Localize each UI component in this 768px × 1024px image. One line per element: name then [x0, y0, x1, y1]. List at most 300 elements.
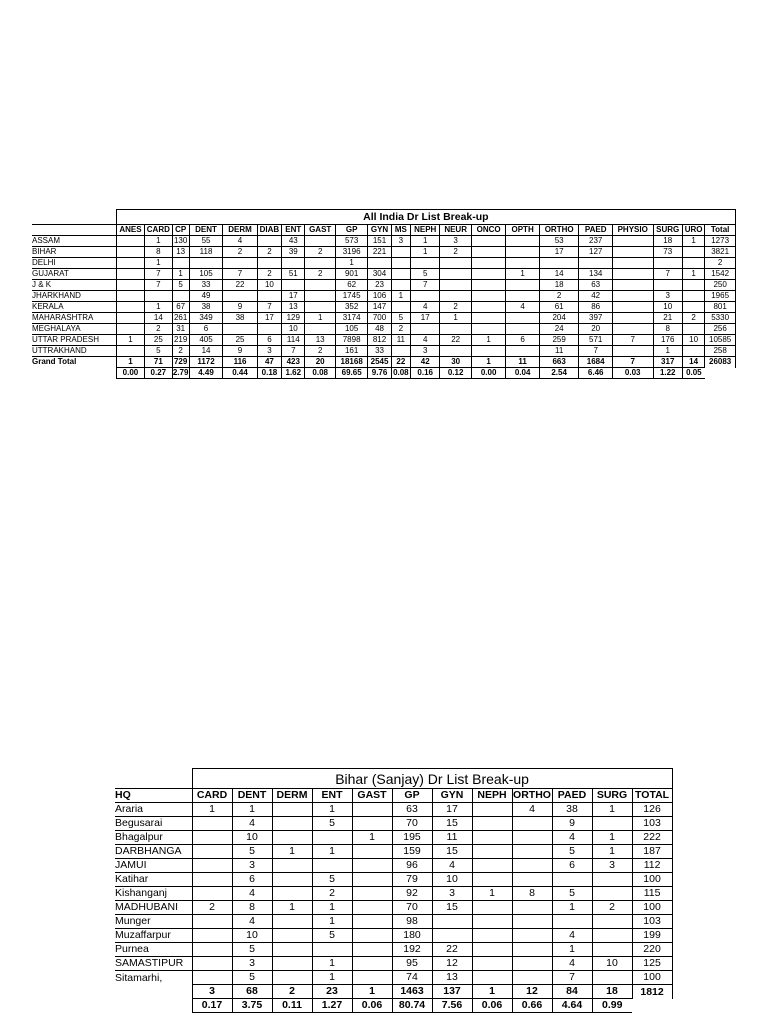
table-cell: 204	[539, 313, 579, 324]
table-cell	[506, 324, 539, 335]
column-header: MS	[391, 225, 410, 236]
table-cell: 10	[653, 302, 682, 313]
all-india-header-row	[32, 225, 736, 236]
table-cell	[352, 915, 392, 929]
table-cell	[411, 324, 440, 335]
grand-total-cell: 317	[653, 357, 682, 368]
table-cell	[552, 915, 592, 929]
table-row	[32, 236, 736, 247]
table-cell: 17	[282, 291, 305, 302]
table-cell: 4	[232, 915, 272, 929]
column-header: GAST	[352, 789, 392, 803]
table-cell: 43	[282, 236, 305, 247]
table-cell	[512, 901, 552, 915]
table-cell	[272, 831, 312, 845]
table-cell: 7	[579, 346, 612, 357]
table-cell: 112	[632, 859, 672, 873]
table-cell	[432, 929, 472, 943]
table-cell	[192, 831, 232, 845]
column-header: Total	[705, 225, 736, 236]
table-cell	[440, 269, 471, 280]
table-cell: 1	[411, 236, 440, 247]
percent-cell: 1.27	[312, 999, 352, 1013]
table-row	[32, 324, 736, 335]
table-cell	[471, 324, 506, 335]
table-cell: 70	[392, 817, 432, 831]
table-cell: 100	[632, 873, 672, 887]
percent-cell: 0.03	[612, 368, 653, 379]
hq-name: Katihar	[115, 873, 192, 887]
table-cell: 38	[223, 313, 258, 324]
table-cell	[506, 313, 539, 324]
column-header: ENT	[312, 789, 352, 803]
table-cell: 220	[632, 943, 672, 957]
table-row	[115, 957, 672, 971]
hq-name: Purnea	[115, 943, 192, 957]
table-cell: 3821	[705, 247, 736, 258]
table-row	[32, 258, 736, 269]
table-cell: 1	[145, 258, 172, 269]
table-cell	[682, 324, 704, 335]
grand-total-cell: 71	[145, 357, 172, 368]
column-header: ORTHO	[513, 789, 551, 802]
table-row	[115, 929, 672, 943]
table-cell: 5	[312, 817, 352, 831]
table-row	[115, 943, 672, 957]
table-cell	[352, 887, 392, 901]
table-cell: 17	[411, 313, 440, 324]
table-cell: 2	[172, 346, 189, 357]
table-cell: 126	[632, 803, 672, 817]
table-cell: 801	[705, 302, 736, 313]
table-cell: 7898	[335, 335, 367, 346]
table-cell: 48	[368, 324, 391, 335]
grand-total-cell: 116	[223, 357, 258, 368]
table-cell: 13	[282, 302, 305, 313]
table-cell: 237	[579, 236, 612, 247]
table-cell	[116, 291, 144, 302]
table-cell: 1	[312, 971, 352, 985]
table-cell	[116, 313, 144, 324]
table-cell: 258	[705, 346, 736, 357]
table-cell: 5	[411, 269, 440, 280]
table-cell	[192, 845, 232, 859]
table-cell: 7	[257, 302, 281, 313]
column-header: NEPH	[472, 789, 512, 803]
table-cell: 8	[145, 247, 172, 258]
table-cell	[305, 258, 335, 269]
table-cell	[440, 324, 471, 335]
percent-cell: 0.04	[506, 368, 539, 379]
table-cell: 125	[632, 957, 672, 971]
table-cell: 67	[172, 302, 189, 313]
table-cell	[145, 291, 172, 302]
column-header: PHYSIO	[612, 225, 653, 236]
grand-total-cell: 7	[612, 357, 653, 368]
table-cell: 95	[392, 957, 432, 971]
table-cell	[653, 280, 682, 291]
table-cell	[192, 817, 232, 831]
table-cell	[116, 258, 144, 269]
table-cell	[592, 943, 632, 957]
table-cell: 3	[411, 346, 440, 357]
grand-total-cell: 137	[432, 985, 472, 999]
table-cell	[472, 957, 512, 971]
table-cell: 63	[579, 280, 612, 291]
table-cell: 5330	[705, 313, 736, 324]
table-cell: 3	[653, 291, 682, 302]
table-cell	[352, 971, 392, 985]
grand-total-cell: 1463	[392, 985, 432, 999]
grand-total-cell: 2	[272, 985, 312, 999]
all-india-title: All India Dr List Break-up	[116, 210, 735, 225]
table-cell	[682, 302, 704, 313]
table-cell: 1	[145, 302, 172, 313]
state-name: KERALA	[32, 302, 116, 313]
percent-cell: 0.17	[192, 999, 232, 1013]
state-name: GUJARAT	[32, 269, 116, 280]
table-cell: 700	[368, 313, 391, 324]
table-cell	[192, 859, 232, 873]
table-row	[32, 346, 736, 357]
table-cell: 180	[392, 929, 432, 943]
grand-total-cell: 14	[682, 357, 704, 368]
grand-total-row	[115, 985, 672, 999]
grand-total-cell: 3	[192, 985, 232, 999]
table-cell: 397	[579, 313, 612, 324]
table-cell: 147	[368, 302, 391, 313]
percent-blank	[705, 368, 736, 379]
table-cell: 63	[392, 803, 432, 817]
table-cell	[440, 280, 471, 291]
table-cell	[116, 247, 144, 258]
column-header: URO	[682, 225, 704, 236]
table-cell: 1	[411, 247, 440, 258]
table-cell: 13	[172, 247, 189, 258]
table-cell: 250	[705, 280, 736, 291]
table-cell	[257, 258, 281, 269]
table-cell	[391, 258, 410, 269]
column-header: GYN	[432, 789, 472, 803]
table-cell: 10585	[705, 335, 736, 346]
table-cell	[471, 302, 506, 313]
table-cell: 13	[305, 335, 335, 346]
table-cell	[506, 291, 539, 302]
table-cell	[471, 291, 506, 302]
percent-cell: 0.99	[592, 999, 632, 1013]
table-cell: 4	[411, 335, 440, 346]
percent-cell: 0.06	[472, 999, 512, 1013]
table-cell	[192, 873, 232, 887]
table-cell	[305, 302, 335, 313]
state-name: BIHAR	[32, 247, 116, 258]
percent-cell: 2.54	[539, 368, 579, 379]
table-cell	[352, 803, 392, 817]
hq-name: Kishanganj	[115, 887, 192, 901]
table-row	[115, 873, 672, 887]
table-cell: 129	[282, 313, 305, 324]
table-cell: 5	[552, 887, 592, 901]
column-header: DERM	[223, 225, 258, 236]
bihar-corner	[115, 769, 192, 789]
grand-total-cell: 1	[116, 357, 144, 368]
column-header: ANES	[116, 225, 144, 236]
table-cell: 70	[392, 901, 432, 915]
table-cell: 25	[145, 335, 172, 346]
hq-name: Araria	[115, 803, 192, 817]
table-cell: 15	[432, 817, 472, 831]
table-cell	[472, 971, 512, 985]
all-india-table	[32, 209, 736, 379]
table-cell: 1	[592, 803, 632, 817]
grand-total-cell: 663	[539, 357, 579, 368]
table-cell: 96	[392, 859, 432, 873]
percent-cell: 0.44	[223, 368, 258, 379]
grand-total-cell: 20	[305, 357, 335, 368]
table-cell: 4	[512, 803, 552, 817]
percent-blank	[115, 999, 192, 1013]
column-header: OPTH	[506, 225, 539, 236]
table-cell: 5	[172, 280, 189, 291]
table-cell	[352, 943, 392, 957]
grand-total-cell: 423	[282, 357, 305, 368]
table-cell: 1	[312, 957, 352, 971]
table-cell	[272, 817, 312, 831]
table-cell: 4	[223, 236, 258, 247]
percent-blank	[32, 368, 116, 379]
table-cell	[472, 803, 512, 817]
table-cell	[472, 859, 512, 873]
table-cell: 2	[592, 901, 632, 915]
table-cell	[312, 859, 352, 873]
table-cell	[116, 324, 144, 335]
table-cell	[223, 258, 258, 269]
table-cell: 103	[632, 915, 672, 929]
table-cell: 6	[506, 335, 539, 346]
percent-cell: 0.05	[682, 368, 704, 379]
table-cell	[471, 313, 506, 324]
table-cell	[506, 346, 539, 357]
table-cell: 1	[272, 901, 312, 915]
state-name: MEGHALAYA	[32, 324, 116, 335]
table-cell: 5	[312, 873, 352, 887]
table-cell: 7	[653, 269, 682, 280]
table-cell: 10	[682, 335, 704, 346]
table-row	[115, 803, 672, 817]
table-cell: 9	[223, 302, 258, 313]
table-cell	[472, 943, 512, 957]
grand-total-cell: 47	[257, 357, 281, 368]
state-name: UTTAR PRADESH	[32, 335, 116, 346]
table-cell	[612, 313, 653, 324]
table-cell: 4	[506, 302, 539, 313]
table-cell	[512, 929, 552, 943]
table-cell	[506, 280, 539, 291]
percent-cell: 0.08	[393, 368, 409, 377]
table-cell: 1	[172, 269, 189, 280]
table-cell: 221	[368, 247, 391, 258]
column-header: CARD	[192, 789, 232, 803]
grand-total-cell: 2545	[368, 357, 391, 368]
table-cell: 7	[612, 335, 653, 346]
percent-cell: 0.16	[411, 368, 440, 379]
table-cell	[192, 929, 232, 943]
percent-cell: 0.66	[512, 999, 552, 1013]
table-cell	[552, 873, 592, 887]
table-cell: 10	[232, 929, 272, 943]
table-cell: 98	[392, 915, 432, 929]
percent-blank	[632, 999, 672, 1013]
percent-cell: 1.22	[653, 368, 682, 379]
table-cell: 7	[282, 346, 305, 357]
state-name: DELHI	[32, 258, 116, 269]
table-cell	[391, 346, 410, 357]
table-cell: 6	[232, 873, 272, 887]
table-cell: 23	[368, 280, 391, 291]
table-cell: 4	[411, 302, 440, 313]
table-cell	[471, 269, 506, 280]
table-cell	[440, 291, 471, 302]
table-cell: 7	[223, 269, 258, 280]
table-cell: 1965	[705, 291, 736, 302]
table-row	[115, 915, 672, 929]
table-row	[115, 817, 672, 831]
table-cell: 256	[705, 324, 736, 335]
table-cell: 5	[232, 943, 272, 957]
table-cell	[682, 291, 704, 302]
table-cell	[352, 845, 392, 859]
table-cell	[682, 346, 704, 357]
table-cell: 1	[312, 915, 352, 929]
table-cell: 62	[335, 280, 367, 291]
table-cell: 2	[257, 247, 281, 258]
table-cell: 105	[335, 324, 367, 335]
table-cell: 1273	[705, 236, 736, 247]
percent-cell: 9.76	[368, 368, 391, 379]
table-cell	[592, 915, 632, 929]
table-cell: 10	[592, 957, 632, 971]
table-cell: 405	[189, 335, 222, 346]
table-cell	[512, 817, 552, 831]
table-cell: 11	[539, 346, 579, 357]
column-header: TOTAL	[632, 789, 672, 803]
table-cell: 31	[172, 324, 189, 335]
table-cell: 53	[539, 236, 579, 247]
table-cell: 5	[232, 971, 272, 985]
table-cell	[391, 280, 410, 291]
table-cell: 42	[579, 291, 612, 302]
table-cell: 192	[392, 943, 432, 957]
table-cell: 1	[391, 291, 410, 302]
table-row	[115, 971, 672, 985]
table-cell: 5	[552, 845, 592, 859]
grand-total-cell: 42	[411, 357, 440, 368]
hq-name: MADHUBANI	[115, 901, 192, 915]
table-cell	[368, 258, 391, 269]
percent-cell: 0.11	[272, 999, 312, 1013]
grand-total-cell: 68	[232, 985, 272, 999]
table-cell	[272, 971, 312, 985]
table-cell: 1	[232, 803, 272, 817]
table-cell: 1	[312, 803, 352, 817]
table-cell: 2	[705, 258, 736, 269]
percent-cell: 0.08	[305, 368, 335, 379]
all-india-corner	[32, 210, 116, 225]
table-cell: 127	[579, 247, 612, 258]
table-cell	[352, 929, 392, 943]
table-cell: 55	[189, 236, 222, 247]
table-cell: 261	[173, 313, 188, 322]
table-cell: 1542	[705, 269, 736, 280]
all-india-header-blank	[32, 225, 116, 236]
hq-name: Sitamarhi,	[115, 971, 192, 985]
table-row	[32, 335, 736, 346]
table-cell	[172, 258, 189, 269]
table-cell	[116, 269, 144, 280]
percent-cell: 4.49	[189, 368, 222, 379]
table-cell	[592, 873, 632, 887]
table-cell: 159	[392, 845, 432, 859]
table-cell: 4	[232, 887, 272, 901]
table-cell: 187	[632, 845, 672, 859]
table-cell: 38	[552, 803, 592, 817]
table-cell: 2	[391, 324, 410, 335]
table-cell: 4	[552, 957, 592, 971]
column-header: SURG	[592, 789, 632, 803]
table-cell	[272, 873, 312, 887]
grand-total-cell: 1684	[579, 357, 612, 368]
table-cell	[305, 324, 335, 335]
table-cell: 130	[173, 236, 188, 245]
table-cell: 8	[653, 324, 682, 335]
table-cell	[257, 324, 281, 335]
table-cell	[305, 291, 335, 302]
grand-total-cell: 18	[592, 985, 632, 999]
table-row	[115, 845, 672, 859]
table-cell: 2	[192, 901, 232, 915]
table-cell: 11	[391, 335, 410, 346]
table-cell: 1	[312, 901, 352, 915]
table-cell: 222	[632, 831, 672, 845]
table-cell	[471, 236, 506, 247]
table-row	[32, 247, 736, 258]
table-cell: 18	[653, 236, 682, 247]
table-cell: 3174	[335, 313, 367, 324]
percent-row	[115, 999, 672, 1013]
column-header: ENT	[282, 225, 305, 236]
hq-name: Begusarai	[115, 817, 192, 831]
column-header: PAED	[552, 789, 592, 803]
table-cell: 73	[653, 247, 682, 258]
state-name: J & K	[32, 280, 116, 291]
table-cell	[272, 957, 312, 971]
table-cell: 17	[432, 803, 472, 817]
table-cell: 3	[592, 859, 632, 873]
table-cell	[512, 873, 552, 887]
table-cell: 6	[552, 859, 592, 873]
table-cell: 1	[145, 236, 172, 247]
column-header: GYN	[368, 225, 391, 236]
state-name: ASSAM	[32, 236, 116, 247]
table-cell: 33	[368, 346, 391, 357]
bihar-title: Bihar (Sanjay) Dr List Break-up	[192, 769, 672, 789]
table-cell: 51	[282, 269, 305, 280]
table-cell	[257, 291, 281, 302]
table-cell	[116, 236, 144, 247]
table-cell: 10	[282, 324, 305, 335]
table-cell	[612, 280, 653, 291]
hq-name: Muzaffarpur	[115, 929, 192, 943]
